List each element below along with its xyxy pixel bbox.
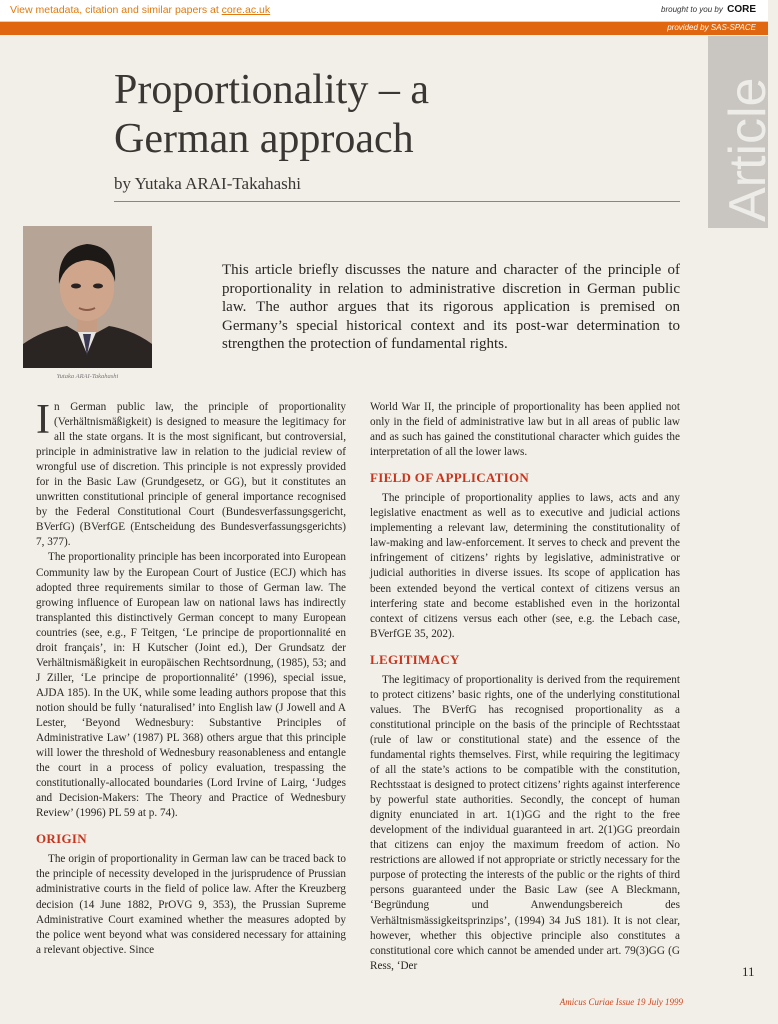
photo-caption: Yutaka ARAI-Takahashi (56, 373, 119, 380)
provided-by[interactable]: provided by SAS-SPACE (667, 23, 756, 32)
title-line-2: German approach (114, 116, 414, 162)
abstract: This article briefly discusses the nature and character of the principle of proportionality in relation to administrative discretion in German public law. The author argues that its rigorous application is premised on Germany’s special historical context and its post-war determination to strengthen the protection of fundamental rights. (222, 262, 680, 353)
paragraph: The legitimacy of proportionality is derived from the requirement to protect citizens’ basic rights, one of the underlying constitutional values. The BVerfG has recognised proportionality as a constitutional principle on the basis of the principle of Rechtsstaat (rule of law or constitutional state) and the essence of the fundamental rights themselves. First, while requiring the legitimacy of all the state’s actions to be compatible with the constitution, Rechtsstaat is designed to protect citizens’ rights against interference by powerful state authorities. Secondly, the concept of human dignity enunciated in art. 1(1)GG and the right to the free development of the individual guaranteed in art. 2(1)GG preordain that citizens can enjoy the maximum freedom of action. No restrictions are allowed if not appropriate or strictly necessary for the purpose of protecting the interests of the public or the rights of third persons guaranteed under the Basic Law (see A Bleckmann, ‘Begründung und Anwendungsbereich des Verhältnismässigkeitsprinzips’, (1994) 34 JuS 181). It is not clear, however, whether this objective principle also constitutes a constitutional core which cannot be amended under art. 79(3)GG (G Ress, ‘Der (370, 673, 680, 972)
section-heading-field: FIELD OF APPLICATION (370, 470, 530, 486)
core-brand: CORE (727, 4, 756, 15)
journal-footer: Amicus Curiae Issue 19 July 1999 (559, 997, 683, 1007)
author-photo (23, 226, 152, 368)
metadata-prefix: View metadata, citation and similar papers at (10, 4, 222, 16)
paragraph: The proportionality principle has been incorporated into European Community law by the European Court of Justice (ECJ) which has adopted three requirements similar to those of German law. The growing influence of European law on national laws has indirectly transplanted this distinctively German concept to many European countries (see, e.g., F Teitgen, ‘Le principe de proportionnalité en droit français’, in: H Kutscher (Joint ed.), Der Grundsatz der Verhältnismäßigkeit in europäischen Rechtsordnung, (1985), 53; and J Ziller, ‘Le principe de proportionnalité’ (1996), special issue, AJDA 185). In the UK, while some leading authors propose that this notion should be fully ‘naturalised’ into English law (J Jowell and A Lester, ‘Beyond Wednesbury: Substantive Principles of Administrative Law’ (1987) PL 368) others argue that this principle will lower the threshold of Wednesbury reasonableness and entangle the court in a process of policy evaluation, trespassing the constitutionally-allocated boundaries (Lord Irvine of Lairg, ‘Judges and Decision-Makers: The Theory and Practice of Wednesbury Review’ (1996) PL 59 at p. 74). (36, 551, 346, 820)
section-heading-origin: ORIGIN (36, 831, 87, 847)
core-banner (0, 0, 768, 22)
paragraph: The principle of proportionality applies to laws, acts and any legislative enactment as well as to executive and judicial actions implementing a relevant law, determining the constitutionality of law-making and law-enforcement. It serves to check and prevent the infringement of citizens’ rights by legislative, administrative or judicial authorities in diverse issues. Its scope of application has been extended beyond the vertical context of citizens versus an interfering state and become established even in the horizontal context of citizens versus each other (see, e.g. the Lebach case, BVerfGE 35, 202). (370, 492, 680, 640)
drop-cap: I (36, 397, 50, 443)
portrait-image (23, 226, 152, 368)
side-tab-label: Article (719, 77, 777, 222)
article-title (114, 66, 674, 164)
section-heading-legitimacy: LEGITIMACY (370, 651, 460, 667)
paragraph: World War II, the principle of proportionality has been applied not only in the field of administrative law but in all areas of public law and as such has gained the constitutional character which guides the interpretation of all the lower laws. (370, 401, 680, 459)
intro-paragraph (36, 397, 346, 550)
core-link[interactable]: core.ac.uk (221, 4, 271, 16)
intro-text: n German public law, the principle of proportionality (Verhältnismäßigkeit) is designed to measure the legitimacy for all the state organs. It is the most significant, but controversial, principle in administrative law in relation to the judicial review of wrongful use of discretion. This principle is not expressly provided for in the Basic Law (Grundgesetz, or GG), but it constitutes an unwritten constitutional principle of general importance recognised by the Federal Constitutional Court (Bundesverfassungsgericht, BVerfG) (BVerfGE (Entscheidung des Bundesverfassungsgerichts) 7, 377). (36, 401, 346, 549)
metadata-notice (10, 4, 270, 16)
byline: by Yutaka ARAI-Takahashi (114, 174, 302, 193)
core-logo[interactable] (727, 4, 756, 15)
title-rule (114, 201, 680, 202)
brought-text: brought to you by (661, 5, 723, 14)
body-column-right (370, 400, 680, 974)
brought-by (661, 4, 756, 15)
paragraph: The origin of proportionality in German law can be traced back to the principle of necessity developed in the jurisprudence of Prussian administrative courts in the field of police law. After the Kreuzberg decision (14 June 1882, PrOVG 9, 353), the Prussian Supreme Administrative Court examined whether the measures adopted by the police went beyond what was considered necessary for attaining a relevant objective. Since (36, 853, 346, 956)
title-line-1: Proportionality – a (114, 67, 429, 113)
body-column-left (36, 397, 346, 958)
page-number: 11 (742, 964, 755, 979)
section-side-tab (708, 36, 777, 228)
provided-by-bar (0, 22, 768, 35)
